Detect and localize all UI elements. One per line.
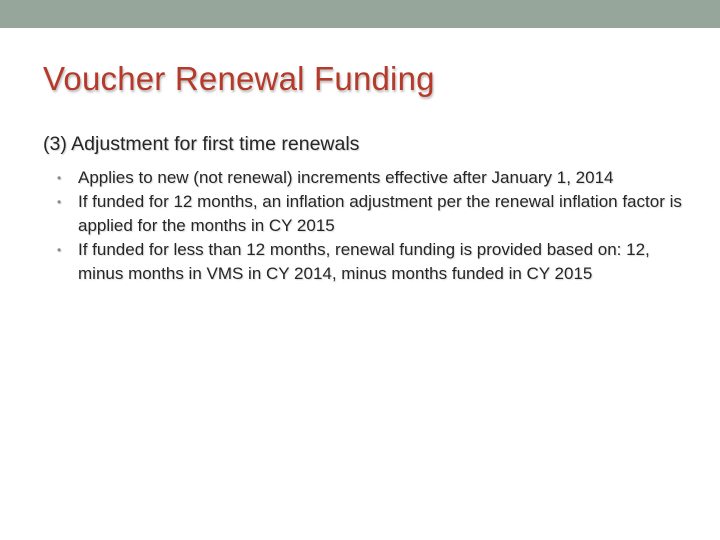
section-heading: (3) Adjustment for first time renewals <box>43 133 360 155</box>
bullet-dot-icon: • <box>57 243 62 257</box>
bullet-dot-icon: • <box>57 195 62 209</box>
bullet-text: If funded for less than 12 months, renewal funding is provided based on: 12, minus months in VMS in CY 2014, minus months funded in CY 2015 <box>78 240 650 283</box>
bullet-list <box>57 166 697 286</box>
bullet-item-3 <box>57 238 697 286</box>
top-band <box>0 0 720 28</box>
bullet-item-2 <box>57 190 697 238</box>
bullet-dot-icon: • <box>57 171 62 185</box>
bullet-text: If funded for 12 months, an inflation adjustment per the renewal inflation factor is applied for the months in CY 2015 <box>78 192 682 235</box>
bullet-item-1 <box>57 166 697 190</box>
bullet-text: Applies to new (not renewal) increments effective after January 1, 2014 <box>78 168 614 187</box>
slide-title: Voucher Renewal Funding <box>43 60 435 97</box>
